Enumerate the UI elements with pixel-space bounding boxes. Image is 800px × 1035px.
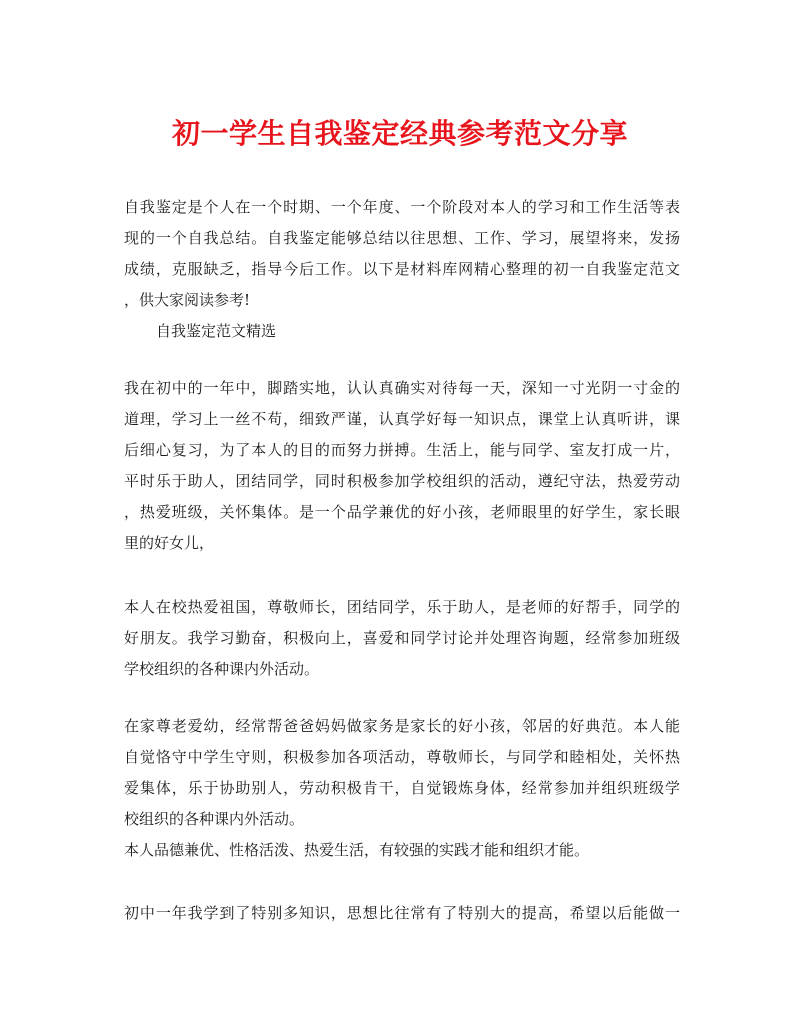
intro-line: 自我鉴定是个人在一个时期、一个年度、一个阶段对本人的学习和工作生活等表 bbox=[124, 198, 680, 216]
intro-line: 成绩，克服缺乏，指导今后工作。以下是材料库网精心整理的初一自我鉴定范文 bbox=[124, 260, 680, 278]
paragraph-3 bbox=[124, 711, 680, 866]
paragraph-line: 平时乐于助人，团结同学，同时积极参加学校组织的活动，遵纪守法，热爱劳动 bbox=[124, 472, 680, 490]
intro-paragraph bbox=[124, 192, 680, 347]
paragraph-line: 后细心复习，为了本人的目的而努力拼搏。生活上，能与同学、室友打成一片， bbox=[124, 441, 680, 459]
paragraph-line: 本人品德兼优、性格活泼、热爱生活，有较强的实践才能和组织才能。 bbox=[124, 841, 590, 859]
subheading: 自我鉴定范文精选 bbox=[156, 322, 277, 340]
paragraph-line: 自觉恪守中学生守则，积极参加各项活动，尊敬师长，与同学和睦相处，关怀热 bbox=[124, 748, 680, 766]
paragraph-4 bbox=[124, 898, 680, 929]
paragraph-line: 我在初中的一年中，脚踏实地，认认真确实对待每一天，深知一寸光阴一寸金的 bbox=[124, 379, 680, 397]
document-title: 初一学生自我鉴定经典参考范文分享 bbox=[171, 117, 628, 150]
paragraph-line: 在家尊老爱幼，经常帮爸爸妈妈做家务是家长的好小孩，邻居的好典范。本人能 bbox=[124, 717, 680, 735]
paragraph-2 bbox=[124, 592, 680, 685]
paragraph-line: ，热爱班级，关怀集体。是一个品学兼优的好小孩，老师眼里的好学生，家长眼 bbox=[124, 503, 680, 521]
paragraph-line: 好朋友。我学习勤奋，积极向上，喜爱和同学讨论并处理咨询题，经常参加班级 bbox=[124, 629, 680, 647]
paragraph-line: 里的好女儿， bbox=[124, 534, 215, 552]
paragraph-1 bbox=[124, 373, 680, 559]
intro-line: 现的一个自我总结。自我鉴定能够总结以往思想、工作、学习，展望将来，发扬 bbox=[124, 229, 680, 247]
paragraph-line: 学校组织的各种课内外活动。 bbox=[124, 660, 320, 678]
paragraph-line: 爱集体，乐于协助别人，劳动积极肯干，自觉锻炼身体，经常参加并组织班级学 bbox=[124, 779, 680, 797]
paragraph-line: 初中一年我学到了特别多知识，思想比往常有了特别大的提高，希望以后能做一 bbox=[124, 904, 680, 922]
intro-line: ，供大家阅读参考! bbox=[124, 291, 251, 309]
paragraph-line: 本人在校热爱祖国，尊敬师长，团结同学，乐于助人，是老师的好帮手，同学的 bbox=[124, 598, 680, 616]
paragraph-line: 道理，学习上一丝不苟，细致严谨，认真学好每一知识点，课堂上认真听讲，课 bbox=[124, 410, 680, 428]
paragraph-line: 校组织的各种课内外活动。 bbox=[124, 810, 305, 828]
